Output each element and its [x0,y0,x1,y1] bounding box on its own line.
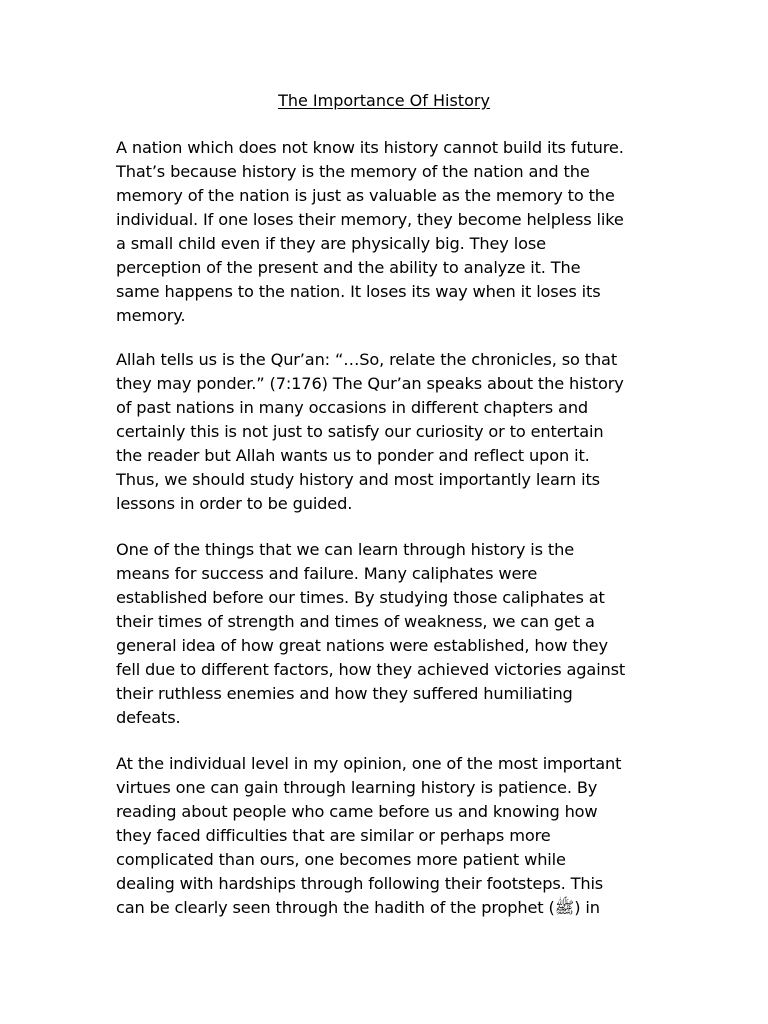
paragraph-line: of past nations in many occasions in different chapters and [116,398,589,417]
paragraph-line: At the individual level in my opinion, one of the most important [116,754,622,773]
paragraph-line: memory. [116,306,186,325]
paragraph-2 [116,348,676,516]
paragraph-line: memory of the nation is just as valuable as the memory to the [116,186,615,205]
paragraph-line: same happens to the nation. It loses its way when it loses its [116,282,601,301]
paragraph-line: general idea of how great nations were established, how they [116,636,608,655]
paragraph-line: their times of strength and times of weakness, we can get a [116,612,595,631]
document-title: The Importance Of History [278,91,490,110]
paragraph-line: the reader but Allah wants us to ponder and reflect upon it. [116,446,590,465]
paragraph-line: Allah tells us is the Qur’an: “…So, relate the chronicles, so that [116,350,618,369]
paragraph-line: perception of the present and the ability to analyze it. The [116,258,581,277]
paragraph-line: lessons in order to be guided. [116,494,353,513]
paragraph-line: their ruthless enemies and how they suffered humiliating [116,684,573,703]
paragraph-line: they may ponder.” (7:176) The Qur’an speaks about the history [116,374,624,393]
paragraph-line: fell due to different factors, how they achieved victories against [116,660,626,679]
paragraph-line: they faced difficulties that are similar or perhaps more [116,826,551,845]
paragraph-3 [116,538,676,730]
paragraph-line: individual. If one loses their memory, they become helpless like [116,210,624,229]
paragraph-line: complicated than ours, one becomes more patient while [116,850,566,869]
paragraph-line: a small child even if they are physically big. They lose [116,234,546,253]
paragraph-line: established before our times. By studying those caliphates at [116,588,605,607]
paragraph-line: defeats. [116,708,181,727]
paragraph-line: can be clearly seen through the hadith of the prophet (ﷺ) in [116,898,600,917]
paragraph-line: means for success and failure. Many caliphates were [116,564,538,583]
paragraph-line: reading about people who came before us and knowing how [116,802,598,821]
paragraph-4 [116,752,676,920]
paragraph-line: dealing with hardships through following their footsteps. This [116,874,604,893]
paragraph-line: That’s because history is the memory of the nation and the [116,162,590,181]
paragraph-line: Thus, we should study history and most importantly learn its [116,470,600,489]
paragraph-1 [116,136,676,328]
paragraph-line: virtues one can gain through learning history is patience. By [116,778,598,797]
paragraph-line: One of the things that we can learn through history is the [116,540,575,559]
paragraph-line: A nation which does not know its history cannot build its future. [116,138,624,157]
paragraph-line: certainly this is not just to satisfy our curiosity or to entertain [116,422,604,441]
